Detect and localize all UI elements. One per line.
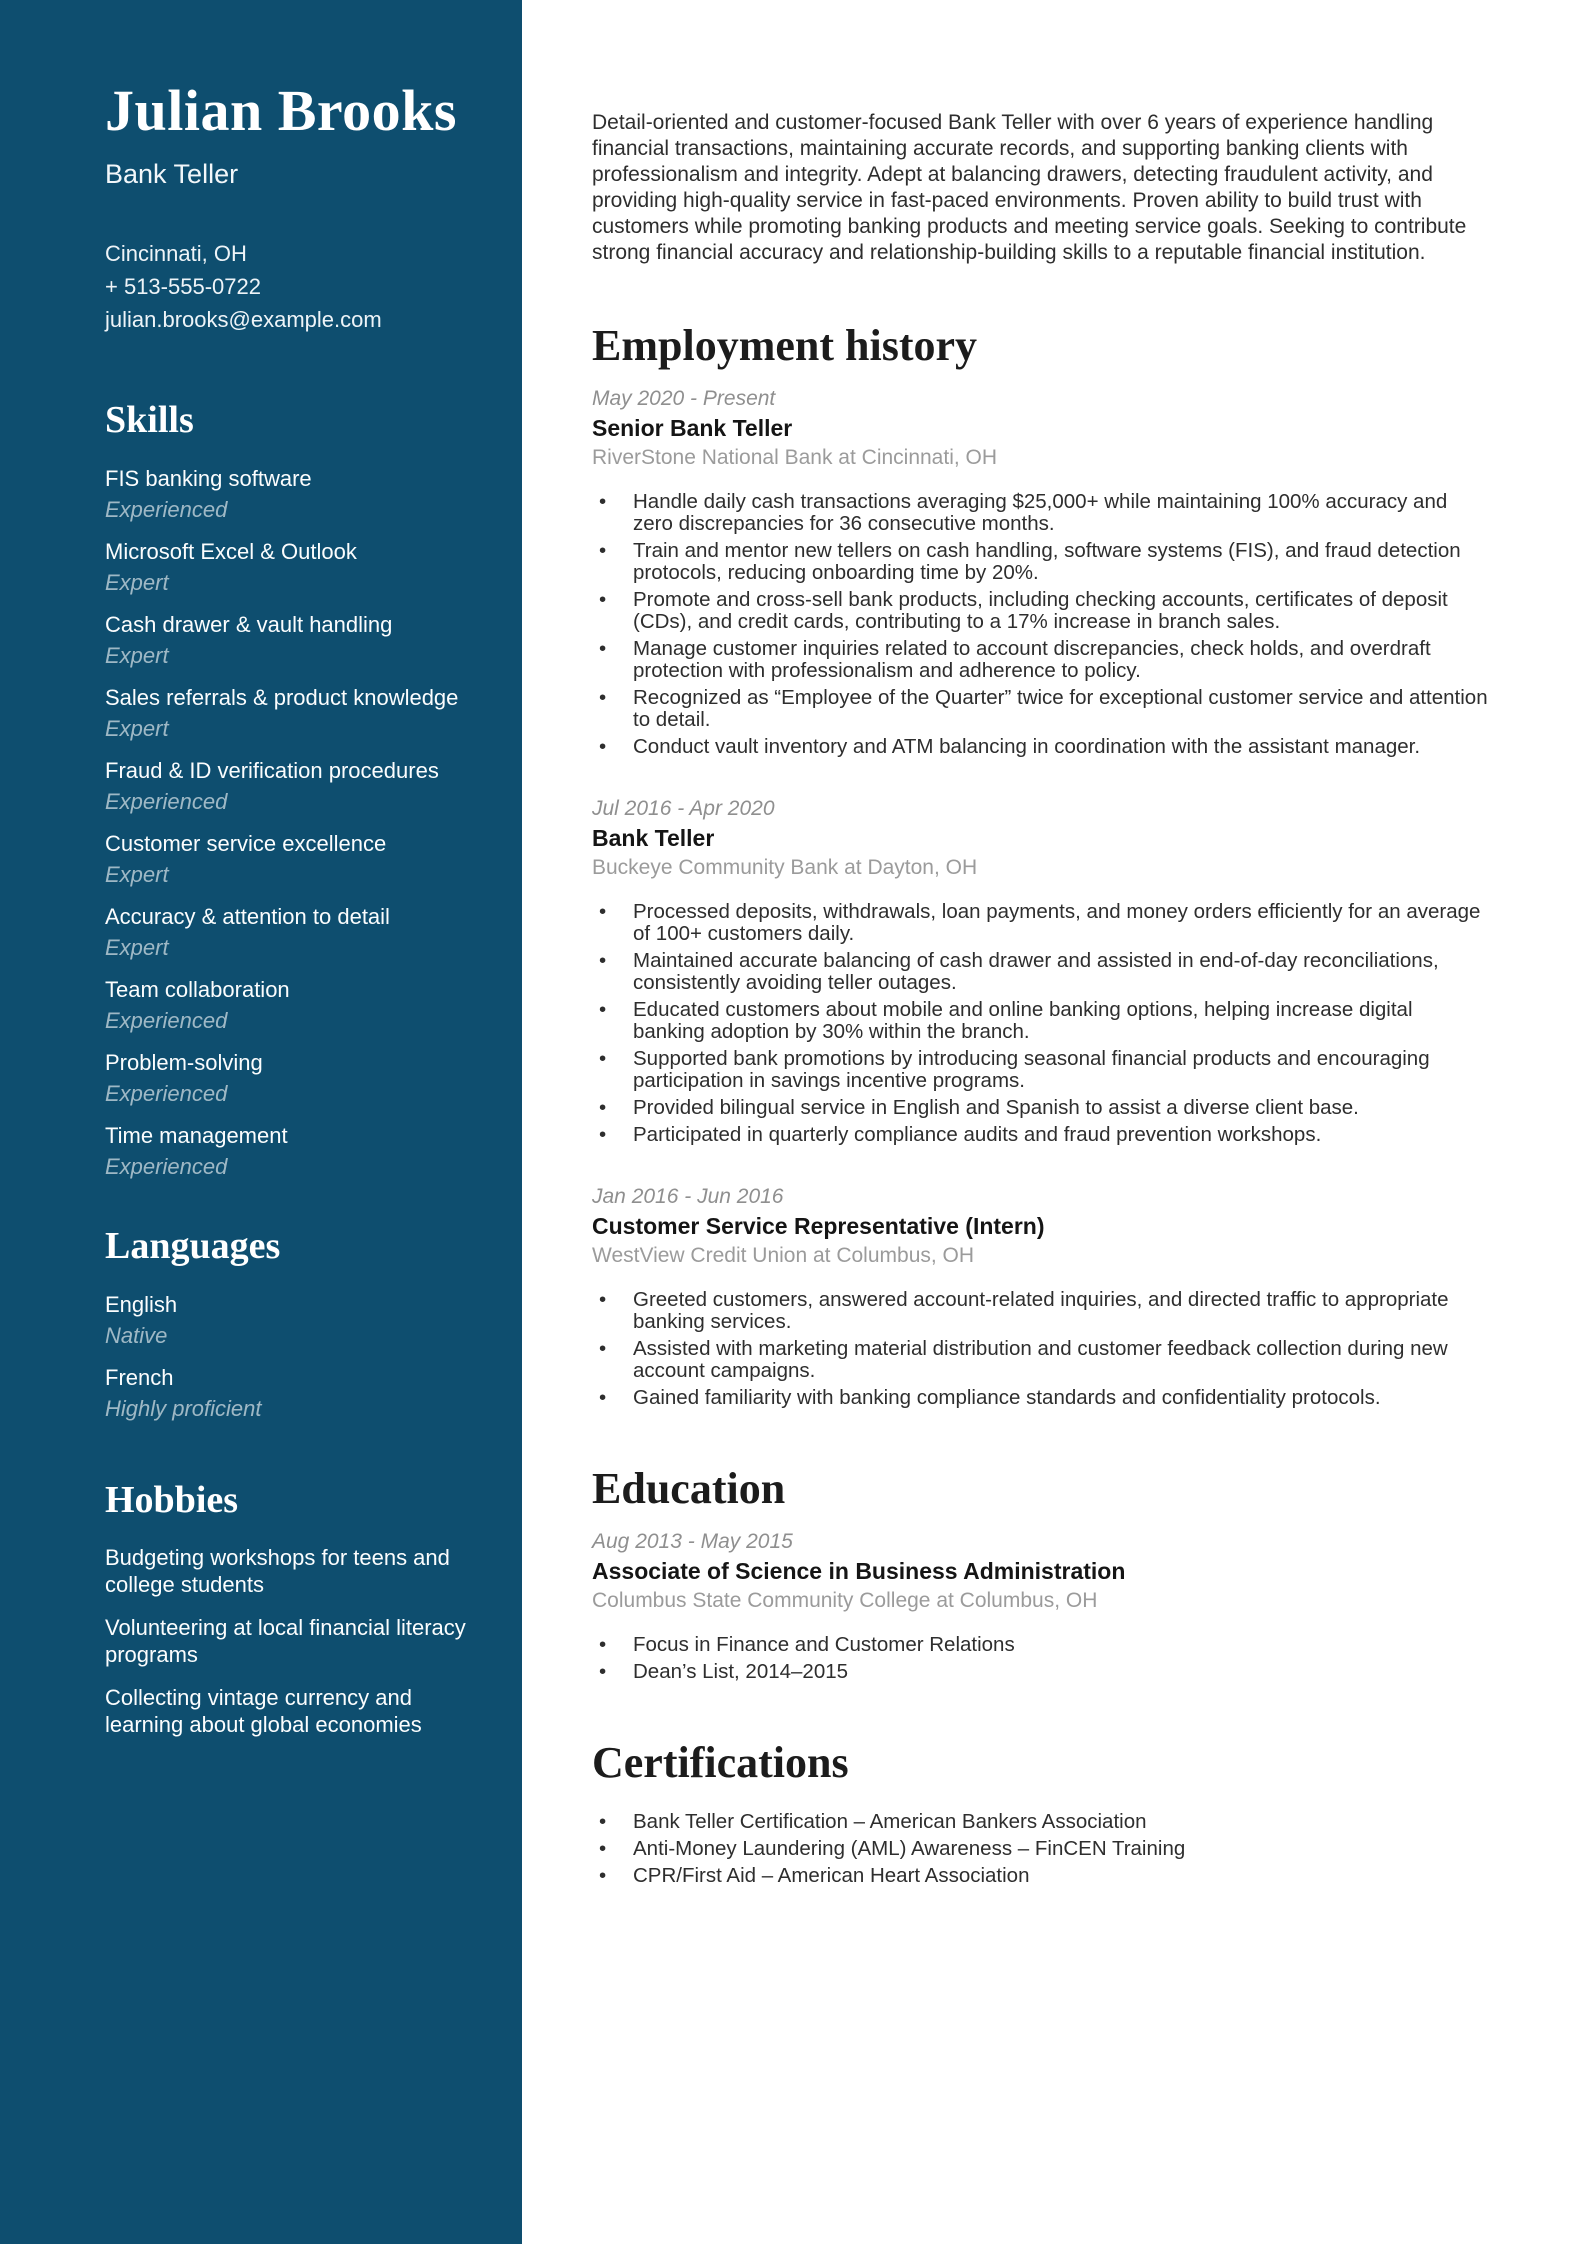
certifications-list [592,1811,1490,1887]
certifications-heading: Certifications [592,1738,849,1787]
skill-item [105,1291,474,1349]
bullet-item: • Participated in quarterly compliance audits and fraud prevention workshops. [633,1124,1490,1146]
education-list [592,1529,1490,1683]
education-heading: Education [592,1464,786,1513]
skill-item [105,684,474,742]
skill-level: Experienced [105,1081,228,1107]
bullet-item: • Focus in Finance and Customer Relations [633,1634,1490,1656]
bullet-item: • Assisted with marketing material distribution and customer feedback collection during new account campaigns. [633,1338,1490,1382]
bullet-item: • Supported bank promotions by introducing seasonal financial products and encouraging participation in savings incentive programs. [633,1048,1490,1092]
history-entry [592,1529,1490,1683]
skill-name: Sales referrals & product knowledge [105,685,459,711]
bullet-item: • Processed deposits, withdrawals, loan payments, and money orders efficiently for an average of 100+ customers daily. [633,901,1490,945]
entry-bullets [592,901,1490,1146]
person-job-title: Bank Teller [105,159,239,190]
employment-history-heading: Employment history [592,321,977,370]
skill-item [105,976,474,1034]
skill-name: Microsoft Excel & Outlook [105,539,357,565]
bullet-item: • Anti-Money Laundering (AML) Awareness – FinCEN Training [633,1838,1490,1860]
entry-employer: WestView Credit Union at Columbus, OH [592,1244,975,1267]
skill-level: Expert [105,716,169,742]
hobby-item: Budgeting workshops for teens and college students [105,1545,450,1598]
skill-level: Experienced [105,1154,228,1180]
history-entry [592,796,1490,1146]
skill-level: Expert [105,643,169,669]
skill-item [105,611,474,669]
sidebar [0,0,522,2244]
skill-name: Cash drawer & vault handling [105,612,393,638]
skill-level: Experienced [105,497,228,523]
skill-name: Accuracy & attention to detail [105,904,390,930]
contact-block [105,237,474,336]
history-entry [592,386,1490,758]
entry-bullets [592,491,1490,758]
history-entry [592,1184,1490,1409]
bullet-item: • Promote and cross-sell bank products, including checking accounts, certificates of deposit (CDs), and credit cards, contributing to a 17% increase in branch sales. [633,589,1490,633]
entry-employer: Columbus State Community College at Columbus, OH [592,1589,1098,1612]
skills-list [105,465,474,1180]
entry-dates: May 2020 - Present [592,387,776,410]
entry-title: Associate of Science in Business Administration [592,1558,1126,1584]
skill-item [105,1122,474,1180]
languages-list [105,1291,474,1422]
entry-dates: Jul 2016 - Apr 2020 [592,797,775,820]
skill-level: Expert [105,570,169,596]
hobbies-list [105,1544,474,1738]
entry-bullets [592,1289,1490,1409]
skill-item [105,903,474,961]
hobby-item: Collecting vintage currency and learning about global economies [105,1685,422,1738]
employment-history-list [592,386,1490,1409]
entry-title: Senior Bank Teller [592,415,793,441]
skill-level: Highly proficient [105,1396,262,1422]
hobby-item: Volunteering at local financial literacy programs [105,1615,466,1668]
entry-employer: RiverStone National Bank at Cincinnati, OH [592,446,998,469]
entry-dates: Aug 2013 - May 2015 [592,1530,793,1553]
skill-item [105,538,474,596]
skill-name: Fraud & ID verification procedures [105,758,439,784]
bullet-item: • Recognized as “Employee of the Quarter” twice for exceptional customer service and attention to detail. [633,687,1490,731]
bullet-item: • Dean’s List, 2014–2015 [633,1661,1490,1683]
skill-item [105,757,474,815]
skill-level: Expert [105,935,169,961]
hobbies-heading: Hobbies [105,1479,239,1522]
entry-title: Customer Service Representative (Intern) [592,1213,1045,1239]
bullet-item: • CPR/First Aid – American Heart Association [633,1865,1490,1887]
skill-name: Customer service excellence [105,831,387,857]
skill-name: Team collaboration [105,977,290,1003]
main-column [522,0,1588,1892]
skill-name: Problem-solving [105,1050,263,1076]
skill-level: Native [105,1323,168,1349]
bullet-item: • Gained familiarity with banking compliance standards and confidentiality protocols. [633,1387,1490,1409]
contact-email: julian.brooks@example.com [105,307,382,333]
bullet-item: • Educated customers about mobile and online banking options, helping increase digital banking adoption by 30% within the branch. [633,999,1490,1043]
contact-phone: + 513-555-0722 [105,274,261,300]
entry-employer: Buckeye Community Bank at Dayton, OH [592,856,978,879]
skill-item [105,1364,474,1422]
skill-name: FIS banking software [105,466,312,492]
skill-item [105,465,474,523]
skill-level: Experienced [105,1008,228,1034]
skills-heading: Skills [105,399,194,442]
entry-bullets [592,1634,1490,1683]
bullet-item: • Provided bilingual service in English and Spanish to assist a diverse client base. [633,1097,1490,1119]
profile-summary: Detail-oriented and customer-focused Bank Teller with over 6 years of experience handling financial transactions, maintaining accurate records, and supporting banking clients with professionalism and integrity. Adept at balancing drawers, detecting fraudulent activity, and providing high-quality service in fast-paced environments. Proven ability to build trust with customers while promoting banking products and meeting service goals. Seeking to contribute strong financial accuracy and relationship-building skills to a reputable financial institution. [592,111,1467,264]
bullet-item: • Bank Teller Certification – American Bankers Association [633,1811,1490,1833]
bullet-item: • Handle daily cash transactions averaging $25,000+ while maintaining 100% accuracy and zero discrepancies for 36 consecutive months. [633,491,1490,535]
bullet-item: • Conduct vault inventory and ATM balancing in coordination with the assistant manager. [633,736,1490,758]
skill-name: Time management [105,1123,288,1149]
person-name: Julian Brooks [105,78,457,143]
languages-heading: Languages [105,1225,281,1268]
skill-level: Expert [105,862,169,888]
skill-item [105,1049,474,1107]
entry-dates: Jan 2016 - Jun 2016 [592,1185,784,1208]
bullet-item: • Maintained accurate balancing of cash drawer and assisted in end-of-day reconciliations, consistently avoiding teller outages. [633,950,1490,994]
bullet-item: • Greeted customers, answered account-related inquiries, and directed traffic to appropriate banking services. [633,1289,1490,1333]
skill-level: Experienced [105,789,228,815]
skill-name: English [105,1292,178,1318]
bullet-item: • Manage customer inquiries related to account discrepancies, check holds, and overdraft protection with professionalism and adherence to policy. [633,638,1490,682]
entry-title: Bank Teller [592,825,715,851]
skill-name: French [105,1365,174,1391]
bullet-item: • Train and mentor new tellers on cash handling, software systems (FIS), and fraud detection protocols, reducing onboarding time by 20%. [633,540,1490,584]
skill-item [105,830,474,888]
contact-location: Cincinnati, OH [105,241,247,267]
